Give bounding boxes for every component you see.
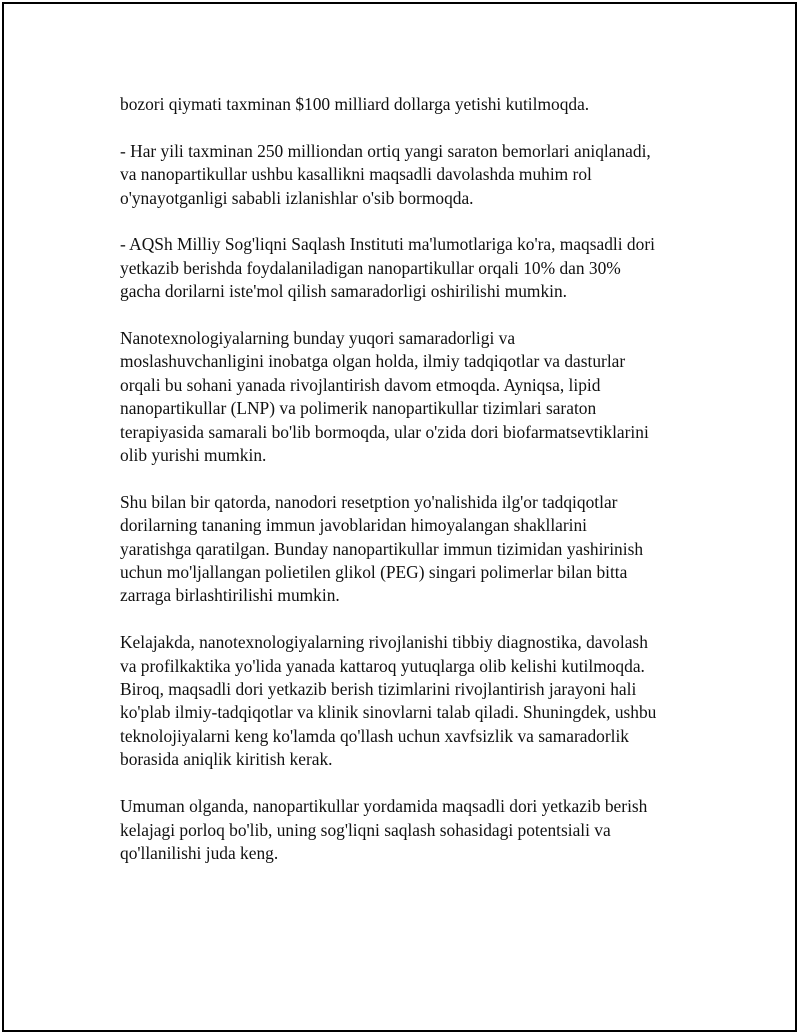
paragraph-nanotech-efficiency: Nanotexnologiyalarning bunday yuqori samaradorligi va moslashuvchanligini inobatga olgan holda, ilmiy tadqiqotlar va dasturlar orqali bu sohani yanada rivojlantirish davom etmoqda. Ayniqsa, lipid nanopartikullar (LNP) va polimerik nanopartikullar tizimlari saraton terapiyasida samarali bo'lib bormoqda, ular o'zida dori biofarmatsevtiklarini olib yurishi mumkin. <box>120 328 649 466</box>
paragraph-cancer-patients: - Har yili taxminan 250 milliondan ortiq yangi saraton bemorlari aniqlanadi, va nanopartikullar ushbu kasallikni maqsadli davolashda muhim rol o'ynayotganligi sababli izlanishlar o'sib bormoqda. <box>120 140 651 208</box>
paragraph-conclusion: Umuman olganda, nanopartikullar yordamida maqsadli dori yetkazib berish kelajagi porloq bo'lib, uning sog'liqni saqlash sohasidagi potentsiali va qo'llanilishi juda keng. <box>120 796 648 863</box>
document-body <box>120 93 700 889</box>
paragraph-market-value: bozori qiymati taxminan $100 milliard dollarga yetishi kutilmoqda. <box>120 94 590 114</box>
page-frame <box>2 2 797 1032</box>
paragraph-future-outlook: Kelajakda, nanotexnologiyalarning rivojlanishi tibbiy diagnostika, davolash va profilkaktika yo'lida yanada kattaroq yutuqlarga olib kelishi kutilmoqda. Biroq, maqsadli dori yetkazib berish tizimlarini rivojlantirish jarayoni hali ko'plab ilmiy-tadqiqotlar va klinik sinovlarni talab qiladi. Shuningdek, ushbu teknolojiyalarni keng ko'lamda qo'llash uchun xavfsizlik va samaradorlik borasida aniqlik kiritish kerak. <box>120 632 657 770</box>
paragraph-nih-data: - AQSh Milliy Sog'liqni Saqlash Instituti ma'lumotlariga ko'ra, maqsadli dori yetkazib berishda foydalaniladigan nanopartikullar orqali 10% dan 30% gacha dorilarni iste'mol qilish samaradorligi oshirilishi mumkin. <box>120 234 655 302</box>
paragraph-immune-protection: Shu bilan bir qatorda, nanodori resetption yo'nalishida ilg'or tadqiqotlar dorilarning tananing immun javoblaridan himoyalangan shakllarini yaratishga qaratilgan. Bunday nanopartikullar immun tizimidan yashirinish uchun mo'ljallangan polietilen glikol (PEG) singari polimerlar bilan bitta zarraga birlashtirilishi mumkin. <box>120 491 644 606</box>
